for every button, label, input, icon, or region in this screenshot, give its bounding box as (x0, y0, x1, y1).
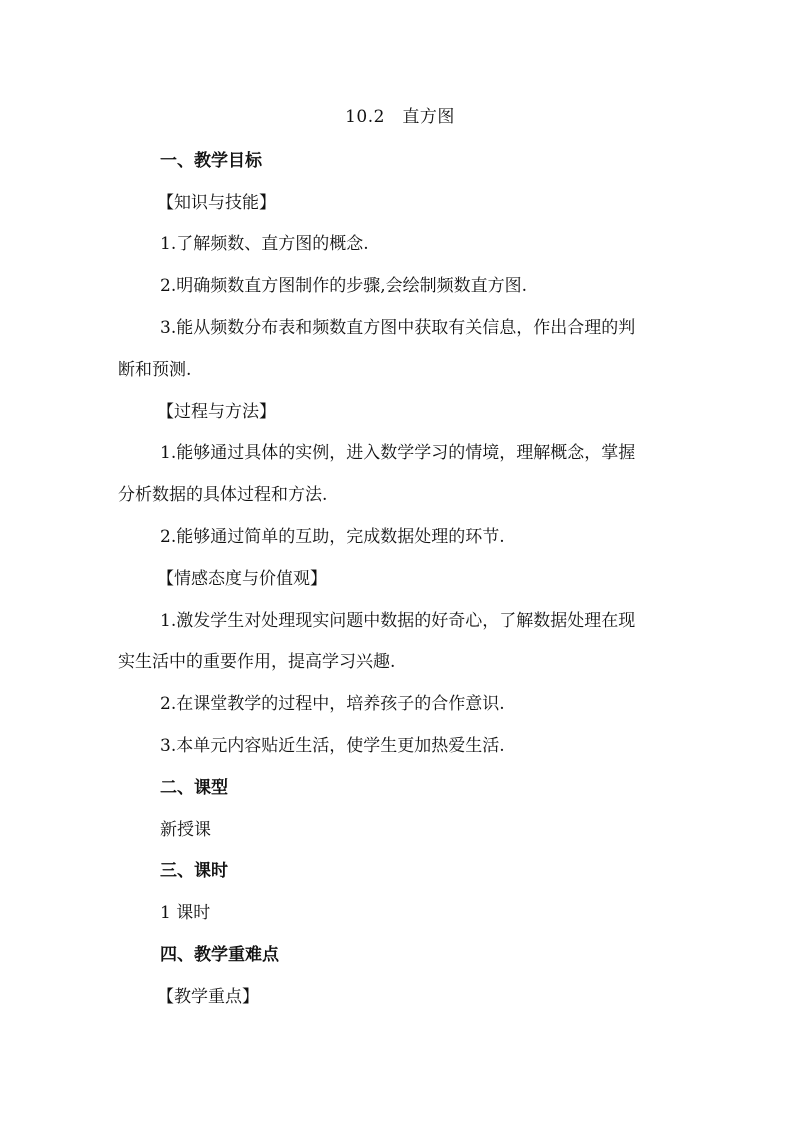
section-heading-key-difficult-points: 四、教学重难点 (160, 945, 279, 965)
lesson-type-value: 新授课 (160, 820, 211, 840)
knowledge-item-3-line2: 断和预测. (118, 360, 192, 380)
subheading-emotion-values: 【情感态度与价值观】 (157, 569, 327, 589)
subheading-knowledge-skills: 【知识与技能】 (157, 193, 276, 213)
process-item-1-line1: 1.能够通过具体的实例，进入数学学习的情境，理解概念，掌握 (160, 443, 636, 463)
emotion-item-1-line2: 实生活中的重要作用，提高学习兴趣. (118, 652, 396, 672)
process-item-1-line2: 分析数据的具体过程和方法. (118, 485, 328, 505)
knowledge-item-2: 2.明确频数直方图制作的步骤,会绘制频数直方图. (160, 276, 528, 296)
section-heading-lesson-type: 二、课型 (160, 778, 228, 798)
knowledge-item-3-line1: 3.能从频数分布表和频数直方图中获取有关信息，作出合理的判 (160, 318, 636, 338)
subheading-teaching-focus: 【教学重点】 (157, 987, 259, 1007)
document-title: 10.2 直方图 (345, 107, 455, 127)
section-heading-objectives: 一、教学目标 (160, 151, 262, 171)
emotion-item-2: 2.在课堂教学的过程中，培养孩子的合作意识. (160, 694, 505, 714)
class-hours-value: 1 课时 (160, 903, 211, 923)
emotion-item-1-line1: 1.激发学生对处理现实问题中数据的好奇心，了解数据处理在现 (160, 611, 636, 631)
emotion-item-3: 3.本单元内容贴近生活，使学生更加热爱生活. (160, 736, 505, 756)
process-item-2: 2.能够通过简单的互助，完成数据处理的环节. (160, 527, 505, 547)
subheading-process-methods: 【过程与方法】 (157, 402, 276, 422)
section-heading-class-hours: 三、课时 (160, 861, 228, 881)
knowledge-item-1: 1.了解频数、直方图的概念. (160, 234, 369, 254)
